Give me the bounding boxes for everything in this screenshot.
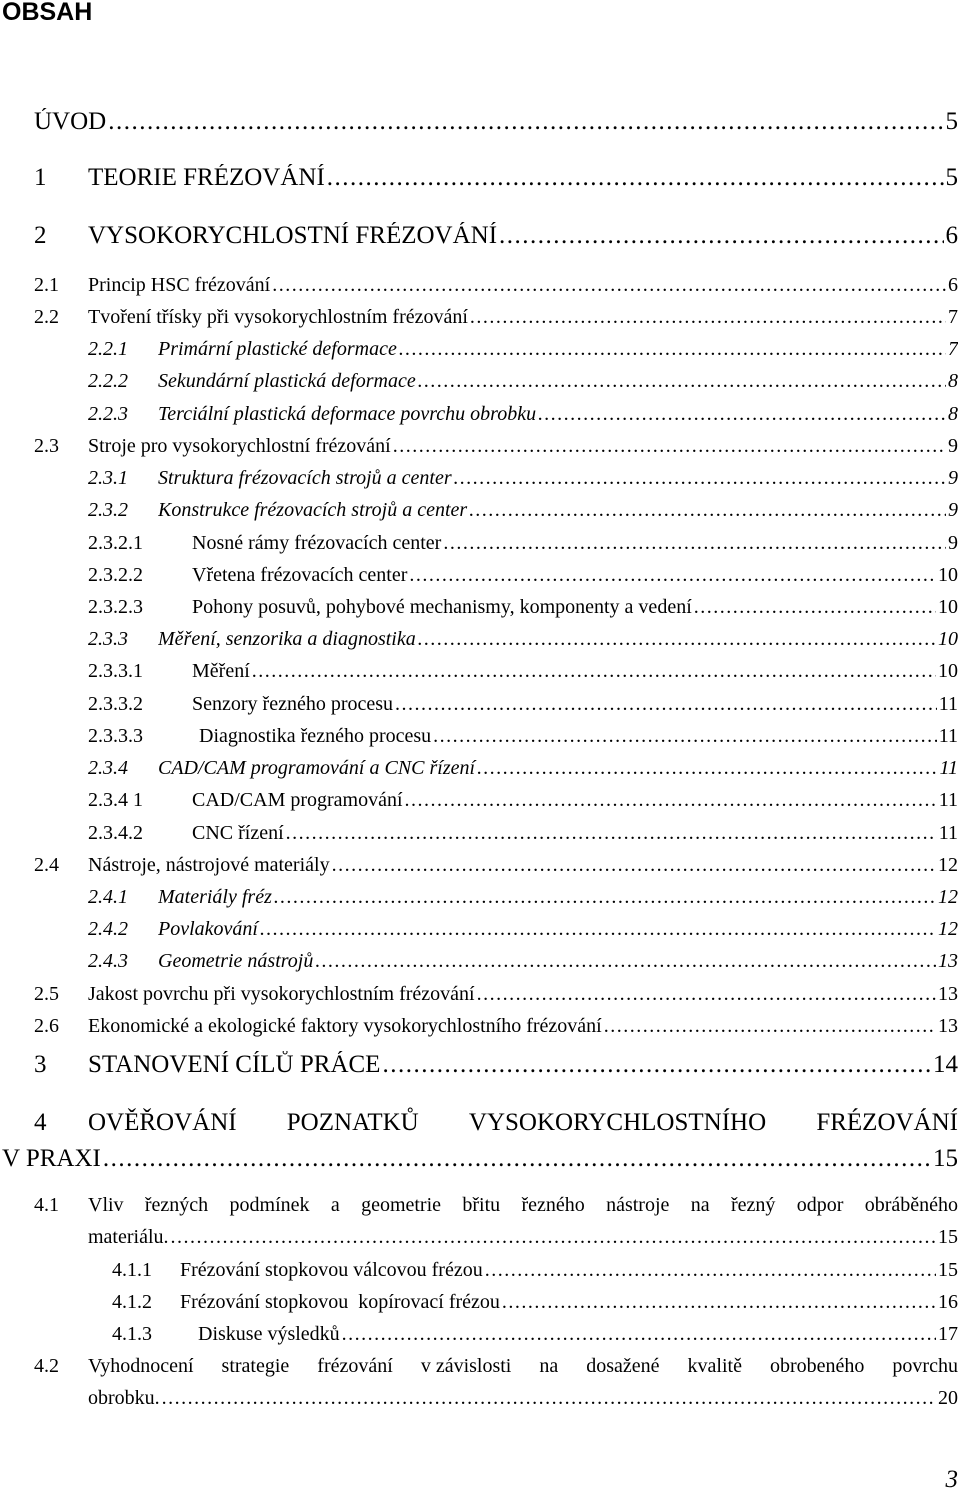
toc-entry-page: 10 — [938, 660, 958, 682]
title-word: podmínek — [229, 1194, 310, 1216]
title-word: obrobeného — [769, 1355, 865, 1377]
toc-entry-title: Jakost povrchu při vysokorychlostním frézování — [88, 983, 475, 1005]
toc-entry-title-line — [88, 1194, 958, 1217]
toc-entry-number: 2.3.3.1 — [88, 660, 143, 682]
toc-entry-line — [158, 338, 958, 361]
toc-entry-line — [88, 854, 958, 877]
toc-entry-line — [158, 886, 958, 909]
toc-entry-line — [158, 950, 958, 973]
dot-leader — [499, 222, 943, 250]
toc-entry-number: 2.3.2 — [88, 499, 128, 521]
title-word: řezného — [521, 1194, 585, 1216]
toc-entry-number: 2.1 — [34, 274, 59, 296]
title-word: nástroje — [606, 1194, 670, 1216]
toc-entry-number: 2.4.1 — [88, 886, 128, 908]
toc-entry-number: 2.4.3 — [88, 950, 128, 972]
toc-entry-number: 2.3.3 — [88, 628, 128, 650]
toc-entry-page: 8 — [948, 403, 958, 425]
toc-entry-title: Senzory řezného procesu — [192, 693, 394, 715]
toc-entry-title: Tvoření třísky při vysokorychlostním frézování — [88, 306, 468, 328]
toc-entry-line — [192, 789, 958, 812]
toc-entry-line — [158, 628, 958, 651]
dot-leader — [418, 370, 946, 393]
title-word: strategie — [221, 1355, 290, 1377]
toc-entry-title-line — [88, 1355, 958, 1378]
title-word: dosažené — [586, 1355, 660, 1377]
toc-entry-number: 2.3.4.2 — [88, 822, 143, 844]
toc-entry-number: 2.3.2.3 — [88, 596, 143, 618]
toc-entry-page: 11 — [938, 822, 958, 844]
toc-entry-number: 2.4 — [34, 854, 59, 876]
toc-entry-number: 2.3.2.1 — [88, 532, 143, 554]
toc-entry-title: Povlakování — [158, 918, 258, 940]
toc-entry-line — [88, 222, 958, 250]
toc-entry-page: 9 — [948, 435, 958, 457]
dot-leader — [162, 1387, 936, 1410]
toc-entry-page: 12 — [938, 918, 958, 940]
dot-leader — [409, 564, 936, 587]
toc-entry-number: 2.3 — [34, 435, 59, 457]
dot-leader — [342, 1323, 936, 1346]
toc-entry-number: 2.3.1 — [88, 467, 128, 489]
dot-leader — [433, 725, 937, 748]
dot-leader — [485, 1259, 936, 1282]
toc-entry-line — [192, 822, 958, 845]
toc-entry-title: Struktura frézovacích strojů a center — [158, 467, 452, 489]
title-word: v závislosti — [420, 1355, 512, 1377]
toc-entry-line — [158, 499, 958, 522]
toc-entry-title: STANOVENÍ CÍLŮ PRÁCE — [88, 1051, 381, 1078]
toc-entry-title: Měření — [192, 660, 250, 682]
dot-leader — [538, 403, 946, 426]
dot-leader — [395, 693, 937, 716]
dot-leader — [418, 628, 936, 651]
toc-entry-title: Diskuse výsledků — [198, 1323, 340, 1345]
toc-entry-title-line — [88, 1109, 958, 1137]
toc-entry-line — [88, 1387, 958, 1410]
toc-entry-number: 2.2 — [34, 306, 59, 328]
title-word: POZNATKŮ — [286, 1109, 419, 1136]
toc-entry-page: 6 — [945, 222, 958, 249]
dot-leader — [469, 499, 946, 522]
toc-entry-page: 12 — [938, 886, 958, 908]
toc-entry-title: Terciální plastická deformace povrchu obrobku — [158, 403, 537, 425]
toc-entry-number: 4.2 — [34, 1355, 59, 1377]
toc-entry-title: ÚVOD — [34, 108, 107, 135]
toc-entry-number: 2.3.3.2 — [88, 693, 143, 715]
toc-entry-line — [180, 1259, 958, 1282]
toc-entry-page: 11 — [938, 693, 958, 715]
toc-entry-line — [192, 596, 958, 619]
toc-entry-line — [198, 1323, 958, 1346]
toc-entry-title-cont: materiálu. — [88, 1226, 169, 1248]
toc-entry-title: VYSOKORYCHLOSTNÍ FRÉZOVÁNÍ — [88, 222, 498, 249]
dot-leader — [315, 950, 936, 973]
toc-entry-page: 13 — [938, 983, 958, 1005]
toc-entry-number: 4 — [34, 1109, 47, 1136]
dot-leader — [274, 886, 936, 909]
toc-entry-number: 2.3.2.2 — [88, 564, 143, 586]
toc-entry-title: TEORIE FRÉZOVÁNÍ — [88, 164, 325, 191]
toc-entry-page: 15 — [933, 1145, 958, 1172]
dot-leader — [694, 596, 936, 619]
toc-entry-page: 9 — [948, 467, 958, 489]
dot-leader — [260, 918, 936, 941]
dot-leader — [405, 789, 937, 812]
title-word: kvalitě — [687, 1355, 742, 1377]
toc-entry-line — [88, 1226, 958, 1249]
toc-entry-line — [199, 725, 958, 748]
toc-entry-line — [192, 564, 958, 587]
toc-entry-page: 6 — [948, 274, 958, 296]
dot-leader — [477, 757, 937, 780]
title-word: na — [690, 1194, 710, 1216]
toc-entry-title: Diagnostika řezného procesu — [199, 725, 432, 747]
toc-entry-page: 11 — [938, 725, 958, 747]
toc-entry-number: 2.3.4 — [88, 757, 128, 779]
toc-entry-page: 16 — [938, 1291, 958, 1313]
title-word: obráběného — [864, 1194, 958, 1216]
toc-entry-page: 11 — [939, 757, 958, 779]
title-word: na — [539, 1355, 559, 1377]
dot-leader — [470, 306, 946, 329]
dot-leader — [604, 1015, 936, 1038]
title-word: řezných — [144, 1194, 209, 1216]
toc-entry-title: Sekundární plastická deformace — [158, 370, 416, 392]
toc-entry-page: 9 — [948, 532, 958, 554]
toc-entry-line — [88, 164, 958, 192]
toc-entry-number: 2.6 — [34, 1015, 59, 1037]
toc-entry-line — [88, 435, 958, 458]
title-word: břitu — [462, 1194, 501, 1216]
toc-entry-line — [88, 1015, 958, 1038]
toc-entry-number: 4.1.2 — [112, 1291, 152, 1313]
toc-entry-title-cont: obrobku. — [88, 1387, 160, 1409]
toc-entry-line — [158, 370, 958, 393]
toc-entry-page: 7 — [948, 338, 958, 360]
title-word: frézování — [317, 1355, 393, 1377]
toc-entry-page: 12 — [938, 854, 958, 876]
toc-entry-title: Frézování stopkovou válcovou frézou — [180, 1259, 483, 1281]
toc-entry-line — [158, 403, 958, 426]
toc-entry-page: 10 — [938, 628, 958, 650]
dot-leader — [272, 274, 946, 297]
dot-leader — [454, 467, 946, 490]
toc-entry-number: 3 — [34, 1051, 47, 1078]
toc-entry-page: 15 — [938, 1226, 958, 1248]
toc-entry-line — [88, 306, 958, 329]
toc-entry-number: 2.3.3.3 — [88, 725, 143, 747]
dot-leader — [252, 660, 936, 683]
toc-entry-number: 2.3.4 1 — [88, 789, 143, 811]
toc-entry-page: 15 — [938, 1259, 958, 1281]
toc-entry-line — [2, 1145, 958, 1173]
toc-entry-title: Stroje pro vysokorychlostní frézování — [88, 435, 391, 457]
toc-entry-page: 10 — [938, 596, 958, 618]
toc-entry-number: 4.1 — [34, 1194, 59, 1216]
toc-entry-page: 11 — [938, 789, 958, 811]
dot-leader — [327, 164, 944, 192]
toc-entry-number: 2.2.2 — [88, 370, 128, 392]
toc-entry-title: Materiály fréz — [158, 886, 272, 908]
toc-entry-number: 2.2.3 — [88, 403, 128, 425]
toc-entry-title: Nástroje, nástrojové materiály — [88, 854, 330, 876]
toc-entry-page: 13 — [938, 950, 958, 972]
dot-leader — [286, 822, 937, 845]
dot-leader — [332, 854, 936, 877]
toc-entry-title: Ekonomické a ekologické faktory vysokorychlostního frézování — [88, 1015, 602, 1037]
toc-entry-number: 1 — [34, 164, 47, 191]
dot-leader — [477, 983, 936, 1006]
toc-entry-page: 10 — [938, 564, 958, 586]
toc-entry-line — [192, 660, 958, 683]
dot-leader — [171, 1226, 936, 1249]
page-number: 3 — [945, 1466, 958, 1493]
toc-entry-page: 20 — [938, 1387, 958, 1409]
page-title: OBSAH — [2, 0, 93, 26]
toc-entry-number: 4.1.1 — [112, 1259, 152, 1281]
toc-entry-page: 8 — [948, 370, 958, 392]
toc-entry-title: Měření, senzorika a diagnostika — [158, 628, 416, 650]
toc-entry-line — [88, 1051, 958, 1079]
toc-entry-page: 7 — [948, 306, 958, 328]
toc-entry-title-cont: V PRAXI — [2, 1145, 101, 1172]
title-word: Vliv — [88, 1194, 124, 1216]
title-word: a — [330, 1194, 340, 1216]
dot-leader — [382, 1051, 931, 1079]
toc-entry-line — [88, 983, 958, 1006]
toc-entry-title: Vřetena frézovacích center — [192, 564, 408, 586]
dot-leader — [502, 1291, 936, 1314]
title-word: OVĚŘOVÁNÍ — [88, 1109, 237, 1136]
toc-entry-title: Nosné rámy frézovacích center — [192, 532, 442, 554]
toc-entry-title: CNC řízení — [192, 822, 284, 844]
toc-entry-line — [158, 757, 958, 780]
toc-entry-page: 5 — [945, 108, 958, 135]
toc-entry-title: Frézování stopkovou kopírovací frézou — [180, 1291, 500, 1313]
toc-entry-title: Pohony posuvů, pohybové mechanismy, komponenty a vedení — [192, 596, 692, 618]
toc-entry-title: Primární plastické deformace — [158, 338, 397, 360]
toc-entry-line — [158, 467, 958, 490]
toc-entry-number: 2.5 — [34, 983, 59, 1005]
toc-entry-page: 5 — [945, 164, 958, 191]
title-word: VYSOKORYCHLOSTNÍHO — [468, 1109, 767, 1136]
toc-entry-number: 2.4.2 — [88, 918, 128, 940]
toc-entry-page: 14 — [933, 1051, 958, 1078]
dot-leader — [393, 435, 946, 458]
toc-entry-number: 2.2.1 — [88, 338, 128, 360]
toc-entry-line — [88, 274, 958, 297]
title-word: Vyhodnocení — [88, 1355, 194, 1377]
dot-leader — [108, 108, 943, 136]
title-word: řezný — [730, 1194, 776, 1216]
title-word: povrchu — [892, 1355, 958, 1377]
toc-entry-title: Princip HSC frézování — [88, 274, 271, 296]
dot-leader — [399, 338, 946, 361]
toc-entry-number: 4.1.3 — [112, 1323, 152, 1345]
dot-leader — [103, 1145, 931, 1173]
toc-entry-line — [158, 918, 958, 941]
toc-entry-number: 2 — [34, 222, 47, 249]
title-word: odpor — [796, 1194, 844, 1216]
toc-entry-line — [180, 1291, 958, 1314]
dot-leader — [443, 532, 946, 555]
toc-entry-line — [192, 532, 958, 555]
toc-entry-title: CAD/CAM programování — [192, 789, 403, 811]
toc-entry-page: 17 — [938, 1323, 958, 1345]
toc-entry[interactable] — [34, 108, 958, 136]
title-word: FRÉZOVÁNÍ — [816, 1109, 958, 1136]
title-word: geometrie — [361, 1194, 442, 1216]
toc-entry-title: CAD/CAM programování a CNC řízení — [158, 757, 476, 779]
toc-entry-page: 9 — [948, 499, 958, 521]
toc-entry-page: 13 — [938, 1015, 958, 1037]
toc-entry-line — [192, 693, 958, 716]
toc-entry-title: Geometrie nástrojů — [158, 950, 314, 972]
toc-entry-title: Konstrukce frézovacích strojů a center — [158, 499, 468, 521]
